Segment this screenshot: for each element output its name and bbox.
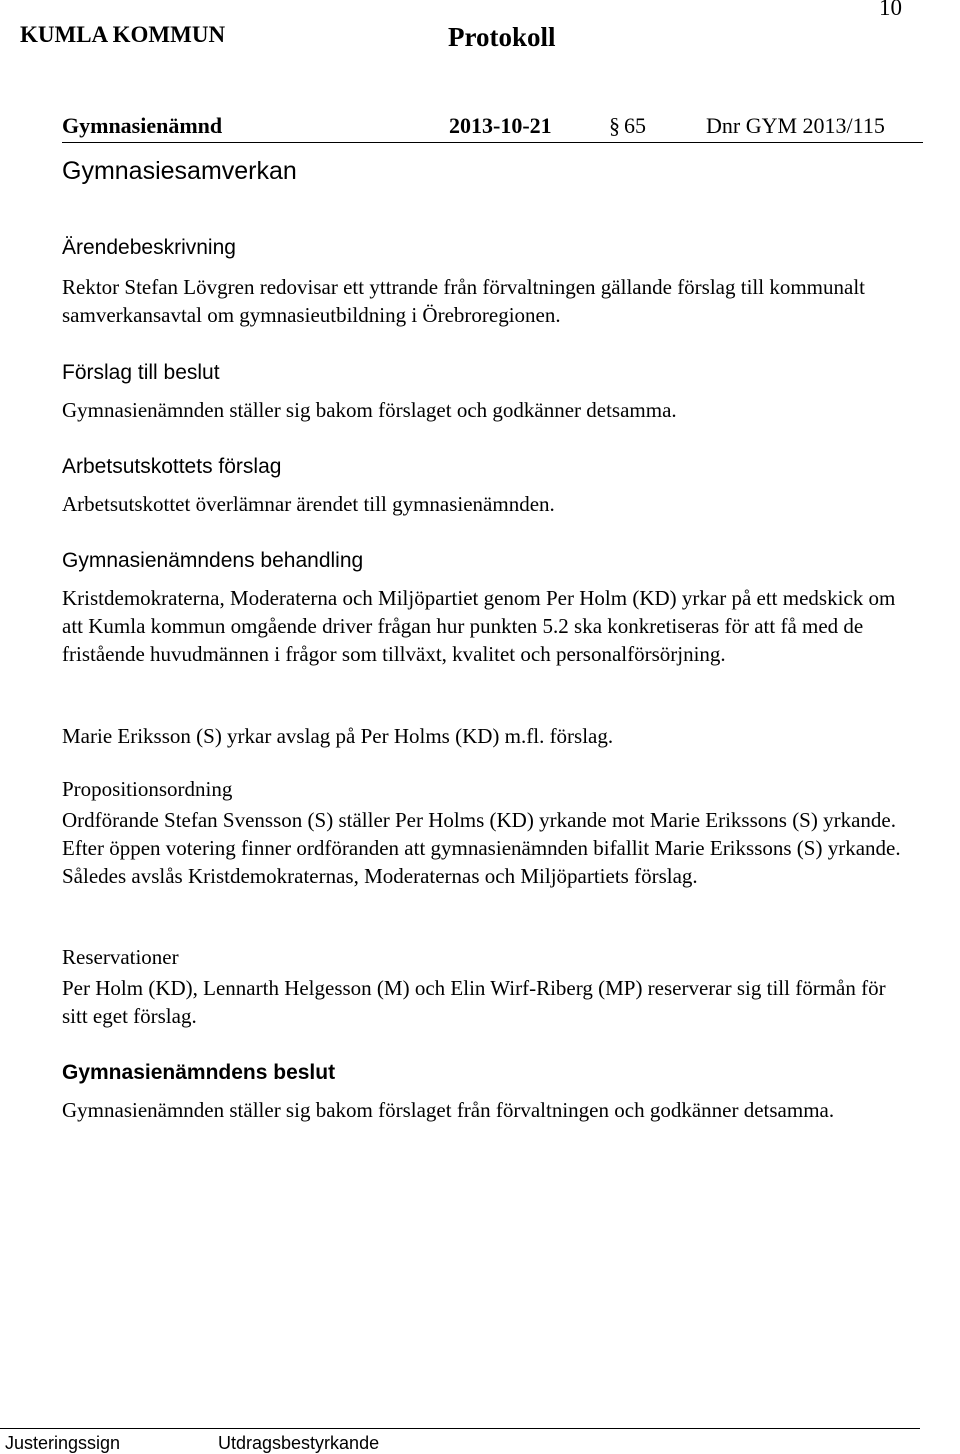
paragraph-number: 65 [624,113,646,138]
proposal-heading: Förslag till beslut [62,361,220,384]
description-text: Rektor Stefan Lövgren redovisar ett yttrande från förvaltningen gällande förslag till kommunalt samverkansavtal om gymnasieutbildning i Örebroregionen. [62,275,866,327]
municipality-name: KUMLA KOMMUN [20,22,226,47]
proposal-text: Gymnasienämnden ställer sig bakom förslaget och godkänner detsamma. [62,398,677,422]
working-committee-text: Arbetsutskottet överlämnar ärendet till gymnasienämnden. [62,492,555,516]
handling-text: Kristdemokraterna, Moderaterna och Miljöpartiet genom Per Holm (KD) yrkar på ett medskick om att Kumla kommun omgående driver frågan hur punkten 5.2 ska konkretiseras för att få med de fristående huvudmännen i frågor som tillväxt, kvalitet och personalförsörjning. [62,586,896,666]
decision-text: Gymnasienämnden ställer sig bakom förslaget från förvaltningen och godkänner detsamma. [62,1098,835,1122]
reservations-text: Per Holm (KD), Lennarth Helgesson (M) och Elin Wirf-Riberg (MP) reserverar sig till förmån för sitt eget förslag. [62,976,886,1028]
reservations-heading: Reservationer [62,945,179,969]
footer-extract-label: Utdragsbestyrkande [218,1433,380,1453]
document-type: Protokoll [448,22,556,52]
working-committee-heading: Arbetsutskottets förslag [62,455,282,478]
reference-number: Dnr GYM 2013/115 [706,113,885,138]
handling-text-2: Marie Eriksson (S) yrkar avslag på Per Holms (KD) m.fl. förslag. [62,724,614,748]
handling-heading: Gymnasienämndens behandling [62,549,364,572]
committee-name: Gymnasienämnd [62,113,223,138]
decision-heading: Gymnasienämndens beslut [62,1061,336,1084]
footer-sign-label: Justeringssign [5,1433,121,1453]
description-heading: Ärendebeskrivning [62,236,236,259]
page-number: 10 [879,0,902,20]
meta-divider [62,142,923,143]
order-text: Ordförande Stefan Svensson (S) ställer Per Holms (KD) yrkande mot Marie Erikssons (S) yrkande. Efter öppen votering finner ordföranden att gymnasienämnden bifallit Marie Erikssons (S) yrkande. Således avslås Kristdemokraternas, Moderaternas och Miljöpartiets förslag. [62,808,901,888]
paragraph-sign: § [609,113,620,138]
meeting-date: 2013-10-21 [449,113,552,138]
subject-title: Gymnasiesamverkan [62,157,297,185]
order-heading: Propositionsordning [62,777,233,801]
meeting-meta-row [62,113,923,145]
footer-divider [0,1428,920,1429]
